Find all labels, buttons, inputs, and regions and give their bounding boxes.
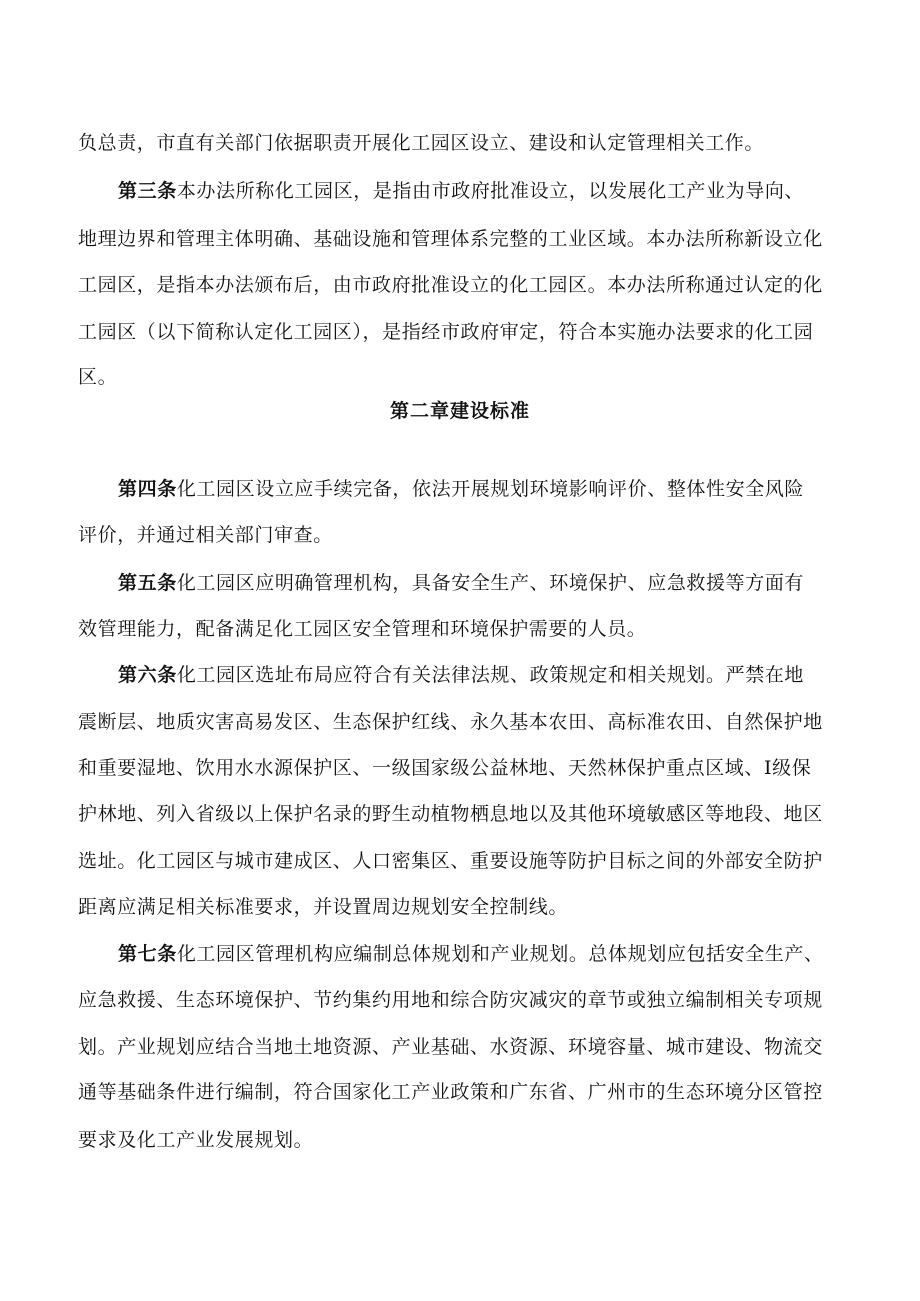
article-7-line-3: 划。产业规划应结合当地土地资源、产业基础、水资源、环境容量、城市建设、物流交 <box>78 1036 823 1058</box>
article-4-line-2: 评价，并通过相关部门审查。 <box>78 524 333 546</box>
article-6-line-5: 选址。化工园区与城市建成区、人口密集区、重要设施等防护目标之间的外部安全防护 <box>78 850 823 872</box>
article-4-text-1: 化工园区设立应手续完备，依法开展规划环境影响评价、整体性安全风险 <box>176 478 805 500</box>
article-6-line-1 <box>118 662 804 688</box>
article-3-label: 第三条 <box>118 180 177 202</box>
article-6-line-3: 和重要湿地、饮用水水源保护区、一级国家级公益林地、天然林保护重点区域、I级保 <box>78 757 812 779</box>
article-7-line-5: 要求及化工产业发展规划。 <box>78 1129 314 1151</box>
article-5-line-2: 效管理能力，配备满足化工园区安全管理和环境保护需要的人员。 <box>78 618 647 640</box>
article-3-line-2: 地理边界和管理主体明确、基础设施和管理体系完整的工业区域。本办法所称新设立化 <box>78 228 823 250</box>
article-6-text-1: 化工园区选址布局应符合有关法律法规、政策规定和相关规划。严禁在地 <box>176 664 805 686</box>
article-7-label: 第七条 <box>118 943 177 965</box>
article-3-line-1 <box>118 178 804 204</box>
article-3-line-3: 工园区，是指本办法颁布后，由市政府批准设立的化工园区。本办法所称通过认定的化 <box>78 274 823 296</box>
article-7-line-2: 应急救援、生态环境保护、节约集约用地和综合防灾减灾的章节或独立编制相关专项规 <box>78 989 823 1011</box>
article-5-label: 第五条 <box>118 572 177 594</box>
article-6-label: 第六条 <box>118 664 177 686</box>
article-6-line-4: 护林地、列入省级以上保护名录的野生动植物栖息地以及其他环境敏感区等地段、地区 <box>78 803 823 825</box>
intro-line-1: 负总责，市直有关部门依据职责开展化工园区设立、建设和认定管理相关工作。 <box>78 132 765 154</box>
article-5-text-1: 化工园区应明确管理机构，具备安全生产、环境保护、应急救援等方面有 <box>176 572 805 594</box>
article-3-line-4: 工园区（以下简称认定化工园区），是指经市政府审定，符合本实施办法要求的化工园 <box>78 321 814 343</box>
article-7-text-1: 化工园区管理机构应编制总体规划和产业规划。总体规划应包括安全生产、 <box>176 943 824 965</box>
article-3-line-5: 区。 <box>78 366 118 388</box>
article-4-label: 第四条 <box>118 478 177 500</box>
article-3-text-1: 本办法所称化工园区，是指由市政府批准设立，以发展化工产业为导向、 <box>176 180 805 202</box>
article-6-line-6: 距离应满足相关标准要求，并设置周边规划安全控制线。 <box>78 896 569 918</box>
chapter-2-title: 第二章建设标准 <box>389 400 530 422</box>
article-7-line-1 <box>118 941 824 967</box>
article-7-line-4: 通等基础条件进行编制，符合国家化工产业政策和广东省、广州市的生态环境分区管控 <box>78 1081 823 1103</box>
article-5-line-1 <box>118 570 804 596</box>
article-6-line-2: 震断层、地质灾害高易发区、生态保护红线、永久基本农田、高标准农田、自然保护地 <box>78 711 823 733</box>
article-4-line-1 <box>118 476 804 502</box>
